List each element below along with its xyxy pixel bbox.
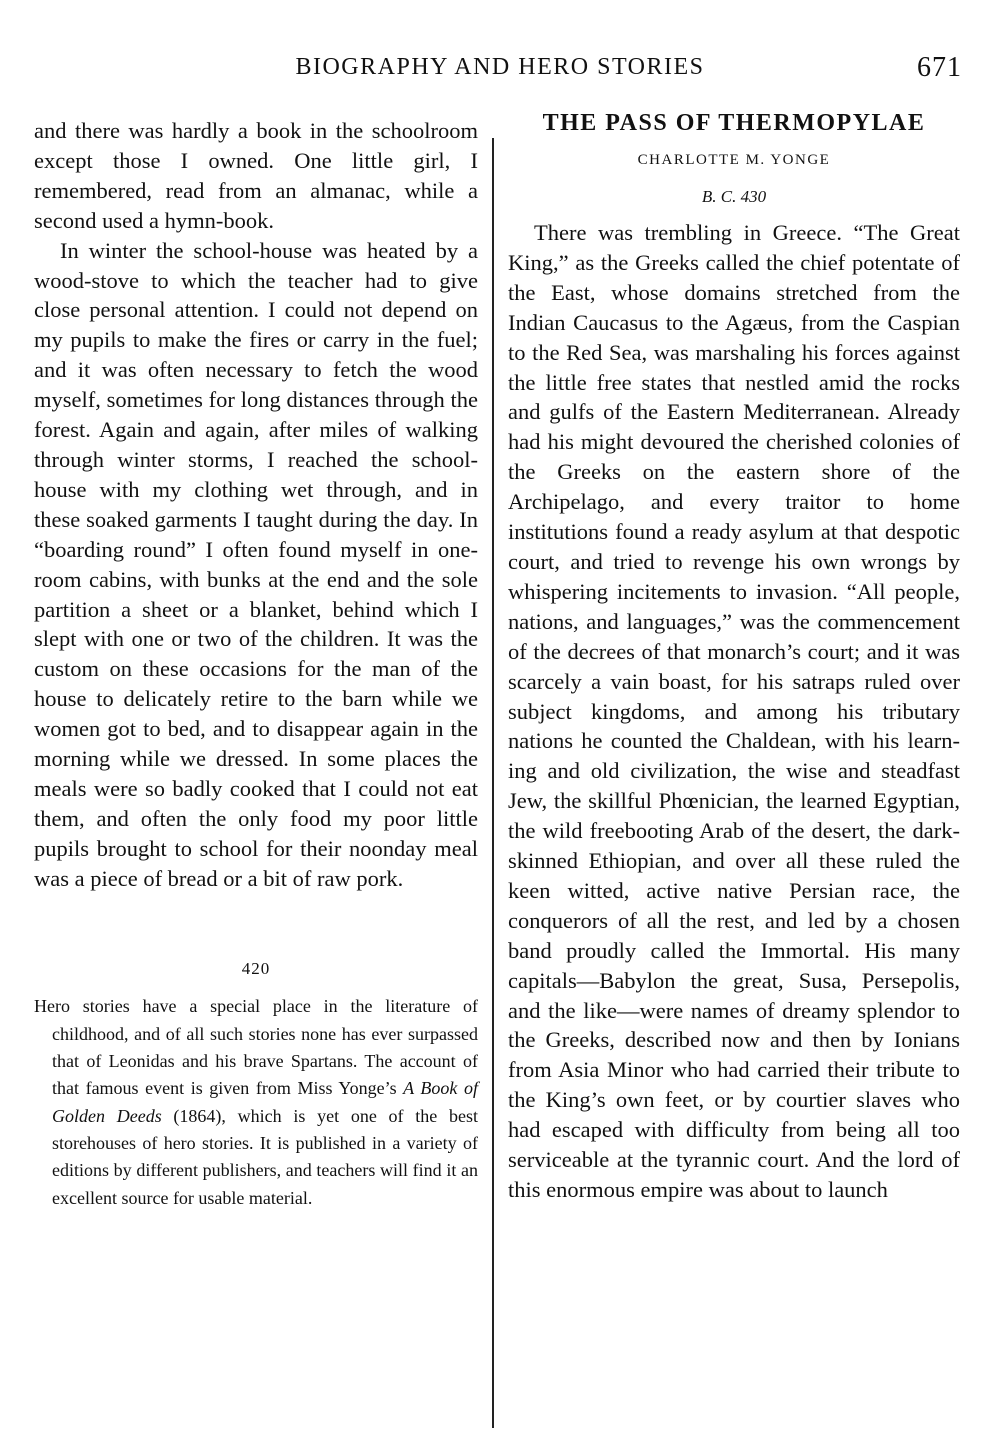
winter-school-paragraph: In winter the school-house was heated by a wood-stove to which the teacher had to give close personal attention. I could not depend on my pupils to make the fires or carry in the fuel; and it was often necessary to fetch the wood myself, sometimes for long distances through the forest. Again and again, after miles of walking through winter storms, I reached the school-house with my clothing wet through, and in these soaked garments I taught during the day. In “boarding round” I often found myself in one-room cabins, with bunks at the end and the sole partition a sheet or a blanket, behind which I slept with one or two of the children. It was the custom on these occasions for the man of the house to delicately retire to the barn while we women got to bed, and to disappear again in the morning while we dressed. In some places the meals were so badly cooked that I could not eat them, and often the only food my poor little pupils brought to school for their noonday meal was a piece of bread or a bit of raw pork. [34,237,478,891]
date-line: B. C. 430 [701,187,767,206]
opening-paragraph: There was trembling in Greece. “The Great King,” as the Greeks called the chief potentate of the East, whose domains stretched from the Indian Caucasus to the Agæus, from the Caspian to the Red Sea, was marshaling his forces against the little free states that nestled amid the rocks and gulfs of the Eastern Mediterranean. Already had his might devoured the cherished colonies of the Greeks on the eastern shore of the Archipelago, and every traitor to home institutions found a ready asylum at that despotic court, and tried to revenge his own wrongs by whispering incitements to invasion. “All people, nations, and languages,” was the commencement of the decrees of that monarch’s court; and it was scarcely a vain boast, for his satraps ruled over subject kingdoms, and among his tributary nations he counted the Chaldean, with his learning and old civilization, the wise and steadfast Jew, the skillful Phœnician, the learned Egyptian, the wild freebooting Arab of the desert, the dark-skinned Ethiopian, and over all these ruled the keen witted, active native Persian race, the conquerors of all the rest, and led by a chosen band proudly called the Immortal. His many capitals—Babylon the great, Susa, Persepolis, and the like—were names of dreamy splendor to the Greeks, described now and then by Ionians from Asia Minor who had carried their tribute to the King’s own feet, or by courtier slaves who had escaped with difficulty from being all too serviceable at the tyrannic court. And the lord of this enormous empire was about to launch [508,220,960,1202]
running-head: BIOGRAPHY AND HERO STORIES [295,54,705,80]
continued-paragraph: and there was hardly a book in the schoolroom except those I owned. One little girl, I remembered, read from an almanac, while a second used a hymn-book. [34,118,478,233]
right-column [508,108,960,1205]
editorial-note [34,993,478,1211]
chapter-body [508,218,960,1205]
page-header [0,50,1000,90]
selection-number: 420 [241,958,271,978]
author-byline: CHARLOTTE M. YONGE [637,152,831,168]
chapter-title: THE PASS OF THERMOPYLAE [542,110,926,136]
column-divider [492,138,494,1428]
page-number: 671 [917,52,962,83]
left-column [34,116,478,1212]
editorial-note-text [34,993,478,1211]
note-book-title: A Book of Golden Deeds [52,1078,478,1126]
note-text-part-2: (1864), which is yet one of the best storehouses of hero stories. It is published in a variety of editions by different publishers, and teachers will find it an excellent source for usable material. [52,1105,478,1208]
note-text-part-1: Hero stories have a special place in the literature of childhood, and of all such stories none has ever surpassed that of Leonidas and his brave Spartans. The account of that famous event is given from Miss Yonge’s [34,996,478,1099]
